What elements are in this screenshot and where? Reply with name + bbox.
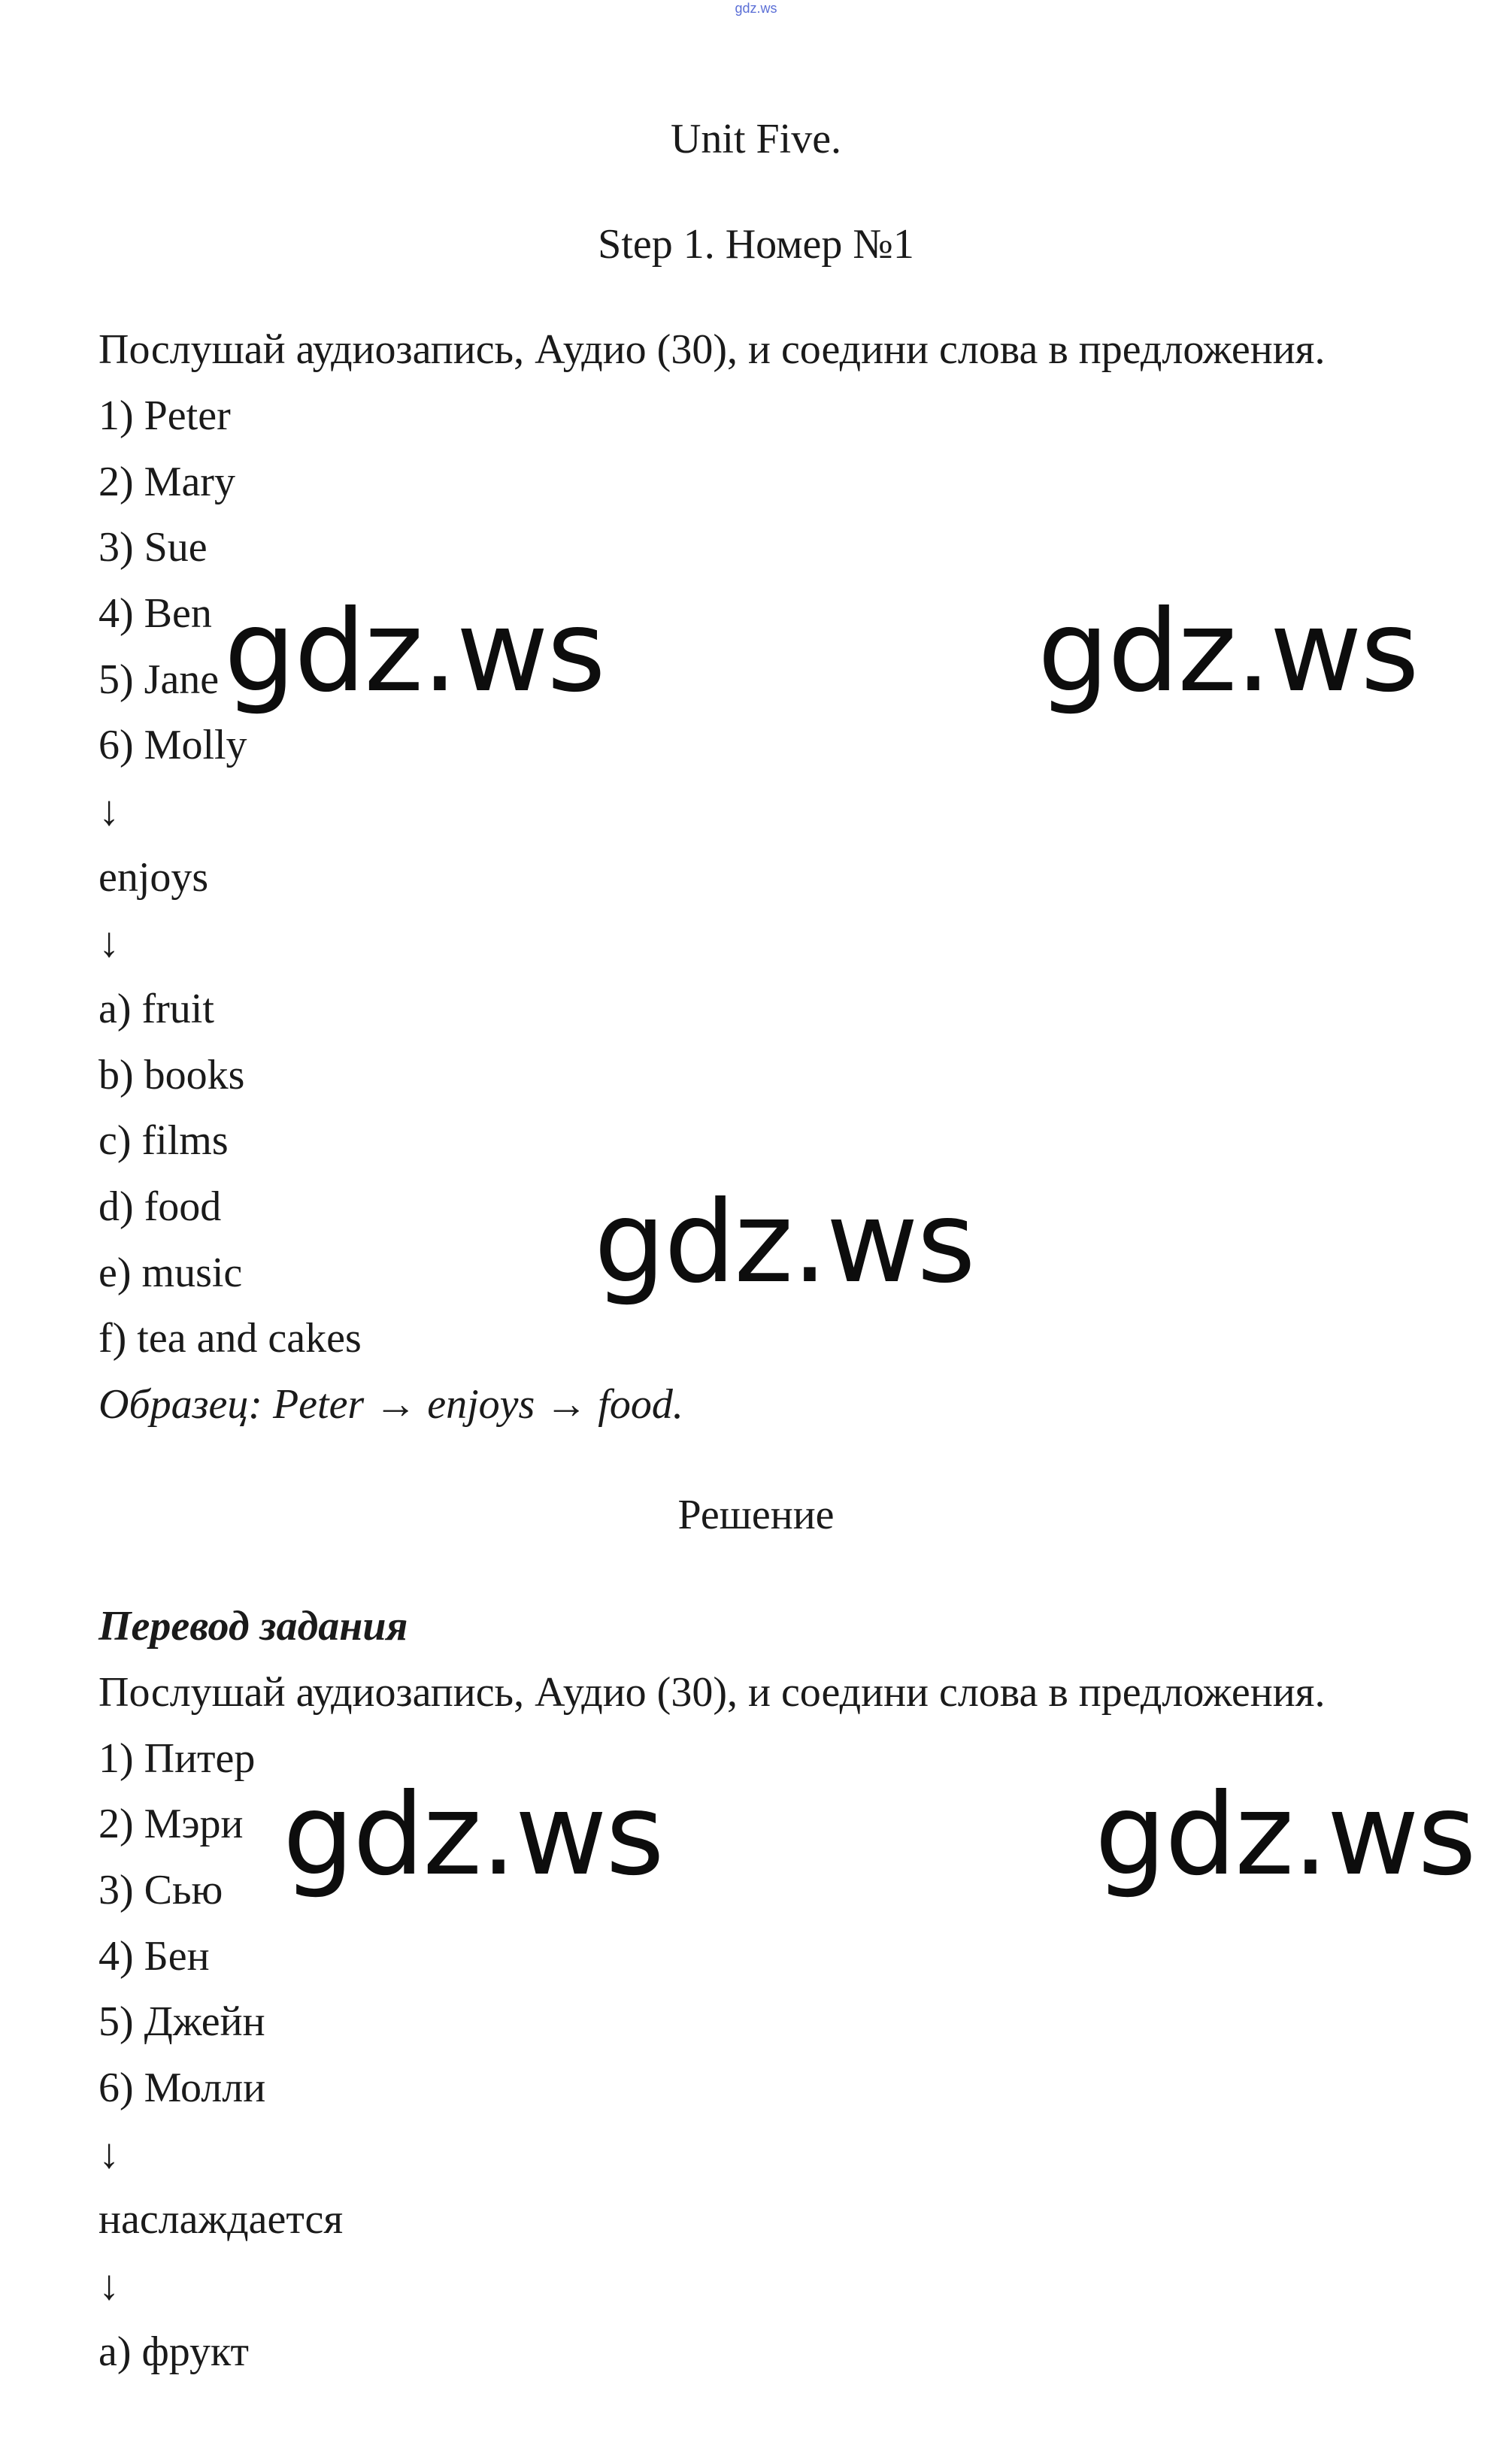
page-subtitle: Step 1. Номер №1 bbox=[598, 221, 914, 268]
top-watermark-text: gdz.ws bbox=[735, 1, 777, 16]
task-instruction: Послушай аудиозапись, Аудио (30), и соедини слова в предложения. bbox=[98, 326, 1326, 373]
object-item: a) fruit bbox=[98, 986, 214, 1032]
translated-name-item: 6) Молли bbox=[98, 2065, 266, 2111]
object-item: b) books bbox=[98, 1052, 245, 1098]
name-item: 4) Ben bbox=[98, 590, 212, 637]
name-item: 6) Molly bbox=[98, 722, 247, 768]
object-item: e) music bbox=[98, 1250, 243, 1296]
arrow-down: ↓ bbox=[98, 788, 120, 835]
watermark-logo: gdz.ws bbox=[594, 1177, 974, 1308]
translated-name-item: 4) Бен bbox=[98, 1933, 210, 1980]
translated-name-item: 5) Джейн bbox=[98, 1998, 265, 2045]
arrow-down: ↓ bbox=[98, 920, 120, 966]
page-title: Unit Five. bbox=[670, 116, 842, 162]
translated-name-item: 3) Сью bbox=[98, 1867, 223, 1913]
object-item: d) food bbox=[98, 1183, 222, 1230]
solution-heading: Решение bbox=[677, 1492, 835, 1538]
translated-name-item: 2) Мэри bbox=[98, 1801, 244, 1847]
name-item: 5) Jane bbox=[98, 656, 220, 703]
translated-object-item: а) фрукт bbox=[98, 2328, 249, 2375]
arrow-down: ↓ bbox=[98, 2131, 120, 2177]
verb-text: enjoys bbox=[98, 854, 209, 901]
translated-name-item: 1) Питер bbox=[98, 1735, 256, 1782]
arrow-down: ↓ bbox=[98, 2262, 120, 2309]
object-item: c) films bbox=[98, 1117, 229, 1164]
watermark-logo: gdz.ws bbox=[1095, 1770, 1475, 1901]
object-item: f) tea and cakes bbox=[98, 1315, 362, 1362]
name-item: 3) Sue bbox=[98, 524, 208, 571]
watermark-logo: gdz.ws bbox=[224, 586, 604, 717]
name-item: 1) Peter bbox=[98, 392, 231, 439]
name-item: 2) Mary bbox=[98, 459, 235, 505]
watermark-logo: gdz.ws bbox=[283, 1770, 663, 1901]
translation-instruction: Послушай аудиозапись, Аудио (30), и соедини слова в предложения. bbox=[98, 1669, 1326, 1716]
translation-heading: Перевод задания bbox=[98, 1603, 408, 1650]
example-text: Образец: Peter → enjoys → food. bbox=[98, 1381, 683, 1428]
translated-verb-text: наслаждается bbox=[98, 2196, 344, 2243]
watermark-logo: gdz.ws bbox=[1038, 586, 1418, 717]
